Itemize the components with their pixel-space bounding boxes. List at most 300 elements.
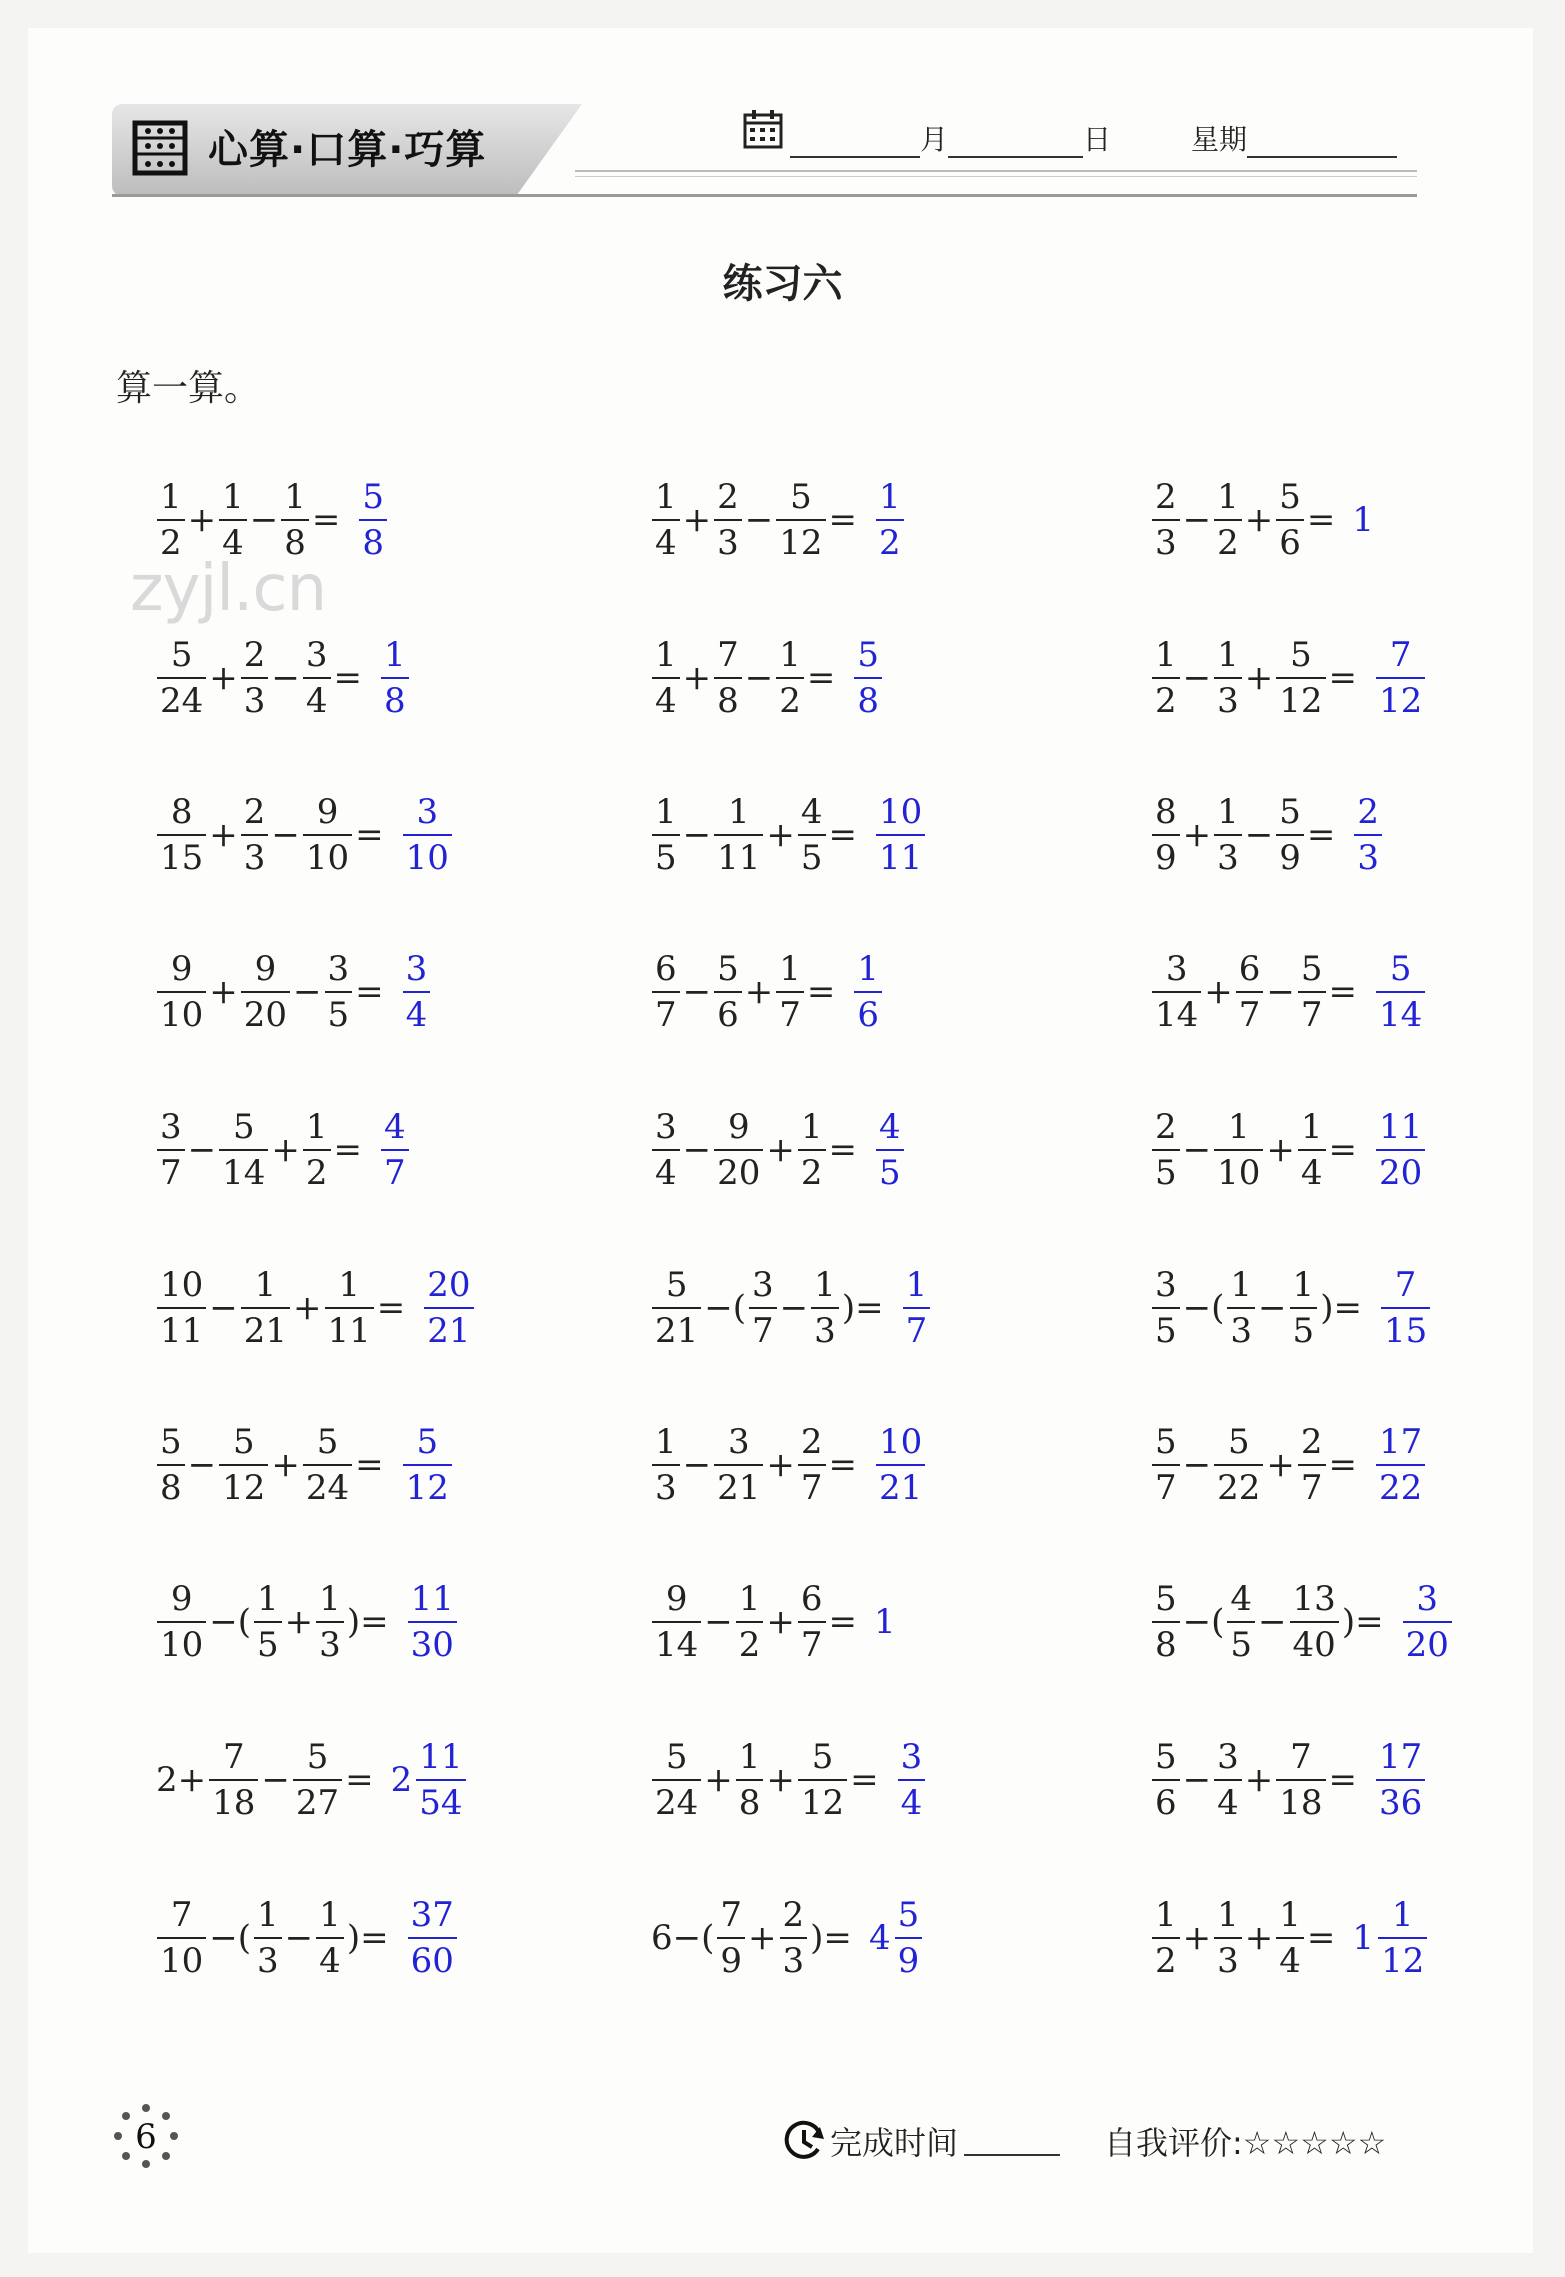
denominator: 11	[714, 834, 763, 878]
operator: −	[261, 1760, 290, 1800]
fraction	[714, 1422, 763, 1508]
denominator: 12	[776, 519, 825, 563]
fraction	[1214, 1737, 1242, 1823]
numerator: 5	[1155, 1422, 1177, 1462]
numerator: 2	[1357, 792, 1380, 832]
fraction	[1152, 1895, 1180, 1981]
answer	[1401, 1579, 1454, 1665]
operator: −	[249, 500, 279, 540]
fraction	[209, 1737, 258, 1823]
numerator: 3	[305, 635, 328, 675]
operator: +	[748, 1918, 777, 1958]
answer	[874, 1422, 927, 1508]
fraction	[898, 1737, 926, 1823]
fraction	[876, 1107, 904, 1193]
denominator: 14	[652, 1621, 701, 1665]
numerator: 1	[879, 477, 901, 517]
numerator: 1	[655, 477, 677, 517]
operator: −	[1182, 1760, 1212, 1800]
operator: +	[1244, 500, 1274, 540]
denominator: 15	[157, 834, 206, 878]
numerator: 6	[800, 1579, 823, 1619]
numerator: 1	[338, 1265, 360, 1305]
fraction	[403, 1422, 452, 1508]
denominator: 20	[241, 991, 290, 1035]
operator: +	[1266, 1445, 1295, 1485]
numerator: 2	[800, 1422, 823, 1462]
answer	[852, 635, 884, 721]
fraction	[1298, 1107, 1326, 1193]
numerator: 5	[790, 477, 812, 517]
denominator: 18	[209, 1779, 258, 1823]
fraction	[1152, 1107, 1180, 1193]
fraction	[1376, 1737, 1425, 1823]
operator: −	[682, 815, 712, 855]
numerator: 1	[655, 792, 677, 832]
fraction	[1227, 1579, 1255, 1665]
numerator: 3	[416, 792, 439, 832]
numerator: 3	[405, 949, 428, 989]
fraction	[876, 792, 925, 878]
numerator: 1	[1217, 635, 1239, 675]
denominator: 54	[416, 1779, 465, 1823]
denominator: 21	[876, 1464, 925, 1508]
month-label: 月	[920, 123, 949, 156]
operator: +	[1244, 1760, 1274, 1800]
numerator: 9	[170, 1579, 193, 1619]
numerator: 3	[752, 1265, 774, 1305]
operator: −	[271, 815, 300, 855]
fraction	[652, 477, 680, 563]
problem-2-1	[155, 628, 411, 728]
denominator: 11	[876, 834, 925, 878]
numerator: 11	[419, 1737, 463, 1777]
denominator: 8	[157, 1464, 185, 1508]
problem-3-1	[155, 785, 454, 885]
numerator: 5	[811, 1737, 834, 1777]
operator: +	[1244, 658, 1274, 698]
numerator: 1	[160, 477, 182, 517]
fraction	[1152, 1579, 1180, 1665]
denominator: 7	[903, 1307, 931, 1351]
numerator: 1	[1217, 1895, 1239, 1935]
fraction	[1276, 635, 1325, 721]
fraction	[1381, 1265, 1430, 1351]
denominator: 10	[1214, 1149, 1263, 1193]
operator: −	[779, 1288, 809, 1328]
answer	[401, 1422, 454, 1508]
numerator: 2	[243, 792, 266, 832]
denominator: 3	[714, 519, 742, 563]
denominator: 24	[652, 1779, 701, 1823]
answer	[874, 1107, 906, 1193]
problem-10-2	[650, 1888, 924, 1988]
denominator: 10	[157, 991, 206, 1035]
answer	[1374, 1737, 1427, 1823]
fraction	[780, 1895, 808, 1981]
fraction	[652, 1265, 701, 1351]
answer	[1374, 949, 1427, 1035]
denominator: 14	[219, 1149, 268, 1193]
numerator: 5	[1155, 1579, 1177, 1619]
fraction	[1276, 477, 1304, 563]
numerator: 10	[160, 1265, 204, 1305]
month-blank[interactable]	[790, 126, 920, 158]
fraction	[1403, 1579, 1452, 1665]
denominator: 14	[1152, 991, 1201, 1035]
numerator: 5	[1279, 792, 1301, 832]
operator: =	[333, 658, 363, 698]
problem-9-1	[155, 1730, 468, 1830]
operator: −	[1182, 1130, 1212, 1170]
numerator: 1	[305, 1107, 328, 1147]
operator: −(	[209, 1602, 252, 1642]
denominator: 12	[1376, 677, 1425, 721]
operator: −	[744, 658, 774, 698]
calendar-icon	[742, 108, 784, 150]
fraction	[1376, 1422, 1425, 1508]
numerator: 2	[243, 635, 266, 675]
fraction	[798, 1579, 826, 1665]
fraction	[1376, 635, 1425, 721]
denominator: 21	[652, 1307, 701, 1351]
operator: )=	[1320, 1288, 1362, 1328]
fraction	[1214, 1422, 1263, 1508]
problem-2-3	[1150, 628, 1427, 728]
fraction	[157, 635, 206, 721]
operator: +	[744, 972, 774, 1012]
denominator: 24	[157, 677, 206, 721]
problem-1-1	[155, 470, 389, 570]
fraction	[876, 1422, 925, 1508]
numerator: 7	[170, 1895, 193, 1935]
denominator: 3	[652, 1464, 680, 1508]
numerator: 5	[1389, 949, 1412, 989]
operator: =	[355, 1445, 384, 1485]
operator: +	[682, 658, 712, 698]
fraction	[714, 1107, 763, 1193]
fraction	[424, 1265, 473, 1351]
fraction	[359, 477, 387, 563]
numerator: 1	[738, 1737, 761, 1777]
numerator: 1	[738, 1579, 761, 1619]
numerator: 1	[857, 949, 880, 989]
fraction	[1152, 1422, 1180, 1508]
fraction	[798, 1422, 826, 1508]
fraction	[157, 1422, 185, 1508]
numerator: 1	[1279, 1895, 1301, 1935]
fraction	[652, 1579, 701, 1665]
numerator: 1	[254, 1265, 277, 1305]
operator: )=	[841, 1288, 884, 1328]
operator: +	[1266, 1130, 1295, 1170]
fraction	[714, 792, 763, 878]
numerator: 3	[1217, 1737, 1239, 1777]
denominator: 7	[798, 1621, 826, 1665]
answer	[357, 477, 389, 563]
date-row	[790, 118, 1397, 158]
fraction	[303, 635, 331, 721]
operator: =	[376, 1288, 406, 1328]
operator: =	[806, 658, 836, 698]
problem-8-3	[1150, 1572, 1454, 1672]
fraction	[652, 1737, 701, 1823]
denominator: 8	[854, 677, 882, 721]
fraction	[281, 477, 309, 563]
fraction	[854, 949, 882, 1035]
denominator: 2	[798, 1149, 826, 1193]
answer-whole: 1	[874, 1602, 896, 1642]
numerator: 10	[879, 792, 923, 832]
numerator: 8	[1155, 792, 1177, 832]
operator: +	[766, 1760, 795, 1800]
denominator: 3	[811, 1307, 839, 1351]
operator: +	[271, 1445, 300, 1485]
denominator: 11	[157, 1307, 206, 1351]
fraction	[403, 792, 452, 878]
denominator: 4	[403, 991, 431, 1035]
numerator: 5	[232, 1422, 255, 1462]
numerator: 3	[727, 1422, 750, 1462]
fraction	[854, 635, 882, 721]
fraction	[157, 792, 206, 878]
problem-10-3	[1150, 1888, 1429, 1988]
denominator: 6	[1276, 519, 1304, 563]
denominator: 5	[876, 1149, 904, 1193]
denominator: 11	[325, 1307, 374, 1351]
fraction	[219, 477, 247, 563]
problem-4-1	[155, 942, 432, 1042]
denominator: 4	[898, 1779, 926, 1823]
denominator: 9	[1152, 834, 1180, 878]
operator: −(	[1182, 1288, 1225, 1328]
numerator: 1	[257, 1579, 279, 1619]
answer-whole: 2	[390, 1760, 413, 1800]
denominator: 7	[776, 991, 804, 1035]
numerator: 4	[800, 792, 823, 832]
fraction	[316, 1579, 344, 1665]
problem-3-2	[650, 785, 927, 885]
fraction	[714, 477, 742, 563]
numerator: 9	[170, 949, 193, 989]
numerator: 1	[905, 1265, 928, 1305]
denominator: 60	[408, 1937, 457, 1981]
abacus-icon	[132, 120, 188, 176]
denominator: 12	[1378, 1937, 1427, 1981]
denominator: 9	[717, 1937, 745, 1981]
fraction	[1290, 1265, 1318, 1351]
denominator: 40	[1290, 1621, 1339, 1665]
numerator: 3	[655, 1107, 677, 1147]
answer	[1352, 500, 1376, 540]
instruction: 算一算。	[116, 368, 261, 409]
operator: 6−(	[651, 1918, 715, 1958]
operator: =	[311, 500, 341, 540]
operator: −	[271, 658, 300, 698]
answer	[1374, 1107, 1427, 1193]
denominator: 21	[241, 1307, 290, 1351]
problem-9-2	[650, 1730, 927, 1830]
numerator: 1	[800, 1107, 823, 1147]
fraction	[1376, 949, 1425, 1035]
denominator: 22	[1376, 1464, 1425, 1508]
denominator: 4	[1298, 1149, 1326, 1193]
fraction	[1214, 1895, 1242, 1981]
fraction	[714, 635, 742, 721]
answer	[896, 1737, 928, 1823]
fraction	[293, 1737, 342, 1823]
operator: =	[1328, 658, 1358, 698]
operator: −	[187, 1130, 217, 1170]
operator: =	[806, 972, 836, 1012]
operator: −	[1258, 1288, 1287, 1328]
answer	[874, 477, 906, 563]
numerator: 3	[160, 1107, 182, 1147]
denominator: 8	[714, 677, 742, 721]
operator: =	[1306, 1918, 1336, 1958]
denominator: 5	[325, 991, 353, 1035]
operator: −	[682, 972, 712, 1012]
numerator: 7	[1389, 635, 1412, 675]
denominator: 5	[1152, 1307, 1180, 1351]
answer	[1352, 792, 1384, 878]
section-title: 心算·口算·巧算	[208, 127, 487, 173]
numerator: 7	[1290, 1737, 1312, 1777]
watermark: zyjl.cn	[130, 552, 327, 626]
operator: +	[682, 500, 712, 540]
denominator: 4	[316, 1937, 344, 1981]
denominator: 9	[1276, 834, 1304, 878]
denominator: 6	[854, 991, 882, 1035]
numerator: 6	[655, 949, 677, 989]
numerator: 37	[410, 1895, 454, 1935]
numerator: 4	[1230, 1579, 1253, 1619]
numerator: 1	[284, 477, 306, 517]
numerator: 1	[655, 1422, 677, 1462]
problem-4-3	[1150, 942, 1427, 1042]
weekday-blank[interactable]	[1247, 126, 1397, 158]
numerator: 1	[779, 635, 801, 675]
fraction	[1214, 792, 1242, 878]
numerator: 1	[655, 635, 677, 675]
operator: =	[333, 1130, 363, 1170]
problem-7-1	[155, 1415, 454, 1515]
numerator: 2	[717, 477, 739, 517]
fraction	[303, 1107, 331, 1193]
denominator: 10	[157, 1937, 206, 1981]
denominator: 3	[241, 677, 269, 721]
denominator: 21	[714, 1464, 763, 1508]
denominator: 10	[403, 834, 452, 878]
numerator: 5	[857, 635, 880, 675]
numerator: 1	[779, 949, 801, 989]
denominator: 12	[219, 1464, 268, 1508]
denominator: 3	[780, 1937, 808, 1981]
operator: =	[1328, 1445, 1358, 1485]
time-blank[interactable]	[964, 2126, 1060, 2156]
fraction	[416, 1737, 465, 1823]
denominator: 4	[219, 519, 247, 563]
denominator: 3	[1354, 834, 1382, 878]
fraction	[714, 949, 742, 1035]
operator: =	[828, 1602, 858, 1642]
operator: )=	[810, 1918, 852, 1958]
operator: −	[1258, 1602, 1287, 1642]
denominator: 2	[157, 519, 185, 563]
fraction	[736, 1579, 764, 1665]
denominator: 5	[798, 834, 826, 878]
operator: +	[209, 658, 238, 698]
fraction	[1236, 949, 1264, 1035]
denominator: 12	[798, 1779, 847, 1823]
fraction	[241, 792, 269, 878]
operator: )=	[346, 1602, 389, 1642]
problem-6-3	[1150, 1258, 1432, 1358]
numerator: 3	[327, 949, 350, 989]
fraction	[1378, 1895, 1427, 1981]
fraction	[652, 792, 680, 878]
denominator: 7	[1298, 991, 1326, 1035]
fraction	[876, 477, 904, 563]
numerator: 1	[384, 635, 406, 675]
denominator: 6	[1152, 1779, 1180, 1823]
denominator: 2	[1152, 1937, 1180, 1981]
numerator: 7	[1394, 1265, 1417, 1305]
fraction	[316, 1895, 344, 1981]
operator: +	[766, 1602, 795, 1642]
fraction	[1214, 635, 1242, 721]
fraction	[1276, 1737, 1325, 1823]
numerator: 10	[879, 1422, 923, 1462]
problem-5-3	[1150, 1100, 1427, 1200]
answer	[1374, 1422, 1427, 1508]
page-number: 6	[135, 2117, 157, 2157]
numerator: 2	[1155, 477, 1177, 517]
denominator: 3	[1152, 519, 1180, 563]
answer-whole: 1	[1352, 1918, 1375, 1958]
operator: +	[766, 815, 795, 855]
numerator: 5	[897, 1895, 920, 1935]
fraction	[1354, 792, 1382, 878]
operator: +	[187, 500, 217, 540]
answer	[1352, 1895, 1429, 1981]
denominator: 15	[1381, 1307, 1430, 1351]
numerator: 1	[727, 792, 750, 832]
answer-whole: 4	[868, 1918, 891, 1958]
denominator: 7	[157, 1149, 185, 1193]
denominator: 3	[254, 1937, 282, 1981]
operator: =	[1328, 1130, 1358, 1170]
fraction	[325, 1265, 374, 1351]
problem-5-1	[155, 1100, 411, 1200]
operator: −	[293, 972, 322, 1012]
header-rule-thin	[575, 170, 1417, 172]
operator: −	[1182, 500, 1212, 540]
fraction	[717, 1895, 745, 1981]
day-blank[interactable]	[948, 126, 1083, 158]
numerator: 9	[316, 792, 339, 832]
fraction	[303, 1422, 352, 1508]
fraction	[736, 1737, 764, 1823]
fraction	[241, 1265, 290, 1351]
operator: −	[187, 1445, 217, 1485]
operator: =	[345, 1760, 374, 1800]
answer-whole: 1	[1352, 500, 1375, 540]
denominator: 5	[652, 834, 680, 878]
answer	[401, 792, 454, 878]
denominator: 2	[876, 519, 904, 563]
numerator: 1	[1217, 792, 1239, 832]
